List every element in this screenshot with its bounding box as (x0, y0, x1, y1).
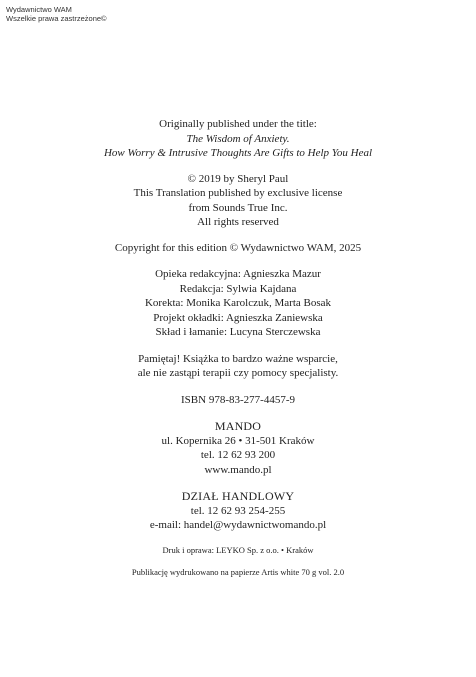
license-source: from Sounds True Inc. (188, 201, 288, 214)
translation-license: This Translation published by exclusive license (133, 187, 343, 199)
publisher-name: MANDO (214, 419, 262, 433)
publisher-address: ul. Kopernika 26 • 31-501 Kraków (161, 434, 315, 447)
author-copyright: © 2019 by Sheryl Paul (187, 172, 289, 185)
sales-email: e-mail: handel@wydawnictwomando.pl (149, 519, 327, 531)
original-title: The Wisdom of Anxiety. (186, 132, 290, 145)
watermark-publisher: Wydawnictwo WAM (6, 5, 72, 14)
sales-phone: tel. 12 62 93 254-255 (190, 504, 286, 517)
original-subtitle: How Worry & Intrusive Thoughts Are Gifts to Help You Heal (103, 147, 373, 159)
watermark (6, 5, 107, 23)
paper-info: Publikację wydrukowano na papierze Artis white 70 g vol. 2.0 (131, 566, 345, 577)
credit-line: Opieka redakcyjna: Agnieszka Mazur (155, 268, 321, 280)
notice-line-2: ale nie zastąpi terapii czy pomocy specjalisty. (137, 367, 339, 379)
rights-reserved: All rights reserved (197, 216, 279, 228)
printer-info: Druk i oprawa: LEYKO Sp. z o.o. • Kraków (162, 544, 314, 555)
edition-copyright: Copyright for this edition © Wydawnictwo WAM, 2025 (114, 241, 362, 254)
publisher-website: www.mando.pl (204, 463, 272, 476)
sales-dept-name: DZIAŁ HANDLOWY (181, 489, 295, 503)
watermark-rights: Wszelkie prawa zastrzeżone© (6, 14, 107, 23)
original-title-intro: Originally published under the title: (159, 118, 317, 130)
copyright-page (0, 117, 476, 578)
credit-line: Korekta: Monika Karolczuk, Marta Bosak (144, 297, 332, 309)
credit-line: Redakcja: Sylwia Kajdana (179, 282, 297, 295)
isbn: ISBN 978-83-277-4457-9 (181, 393, 295, 406)
publisher-phone: tel. 12 62 93 200 (200, 449, 276, 461)
notice-line-1: Pamiętaj! Książka to bardzo ważne wsparcie, (138, 352, 338, 365)
credit-line: Skład i łamanie: Lucyna Sterczewska (155, 326, 321, 338)
credit-line: Projekt okładki: Agnieszka Zaniewska (153, 311, 323, 324)
